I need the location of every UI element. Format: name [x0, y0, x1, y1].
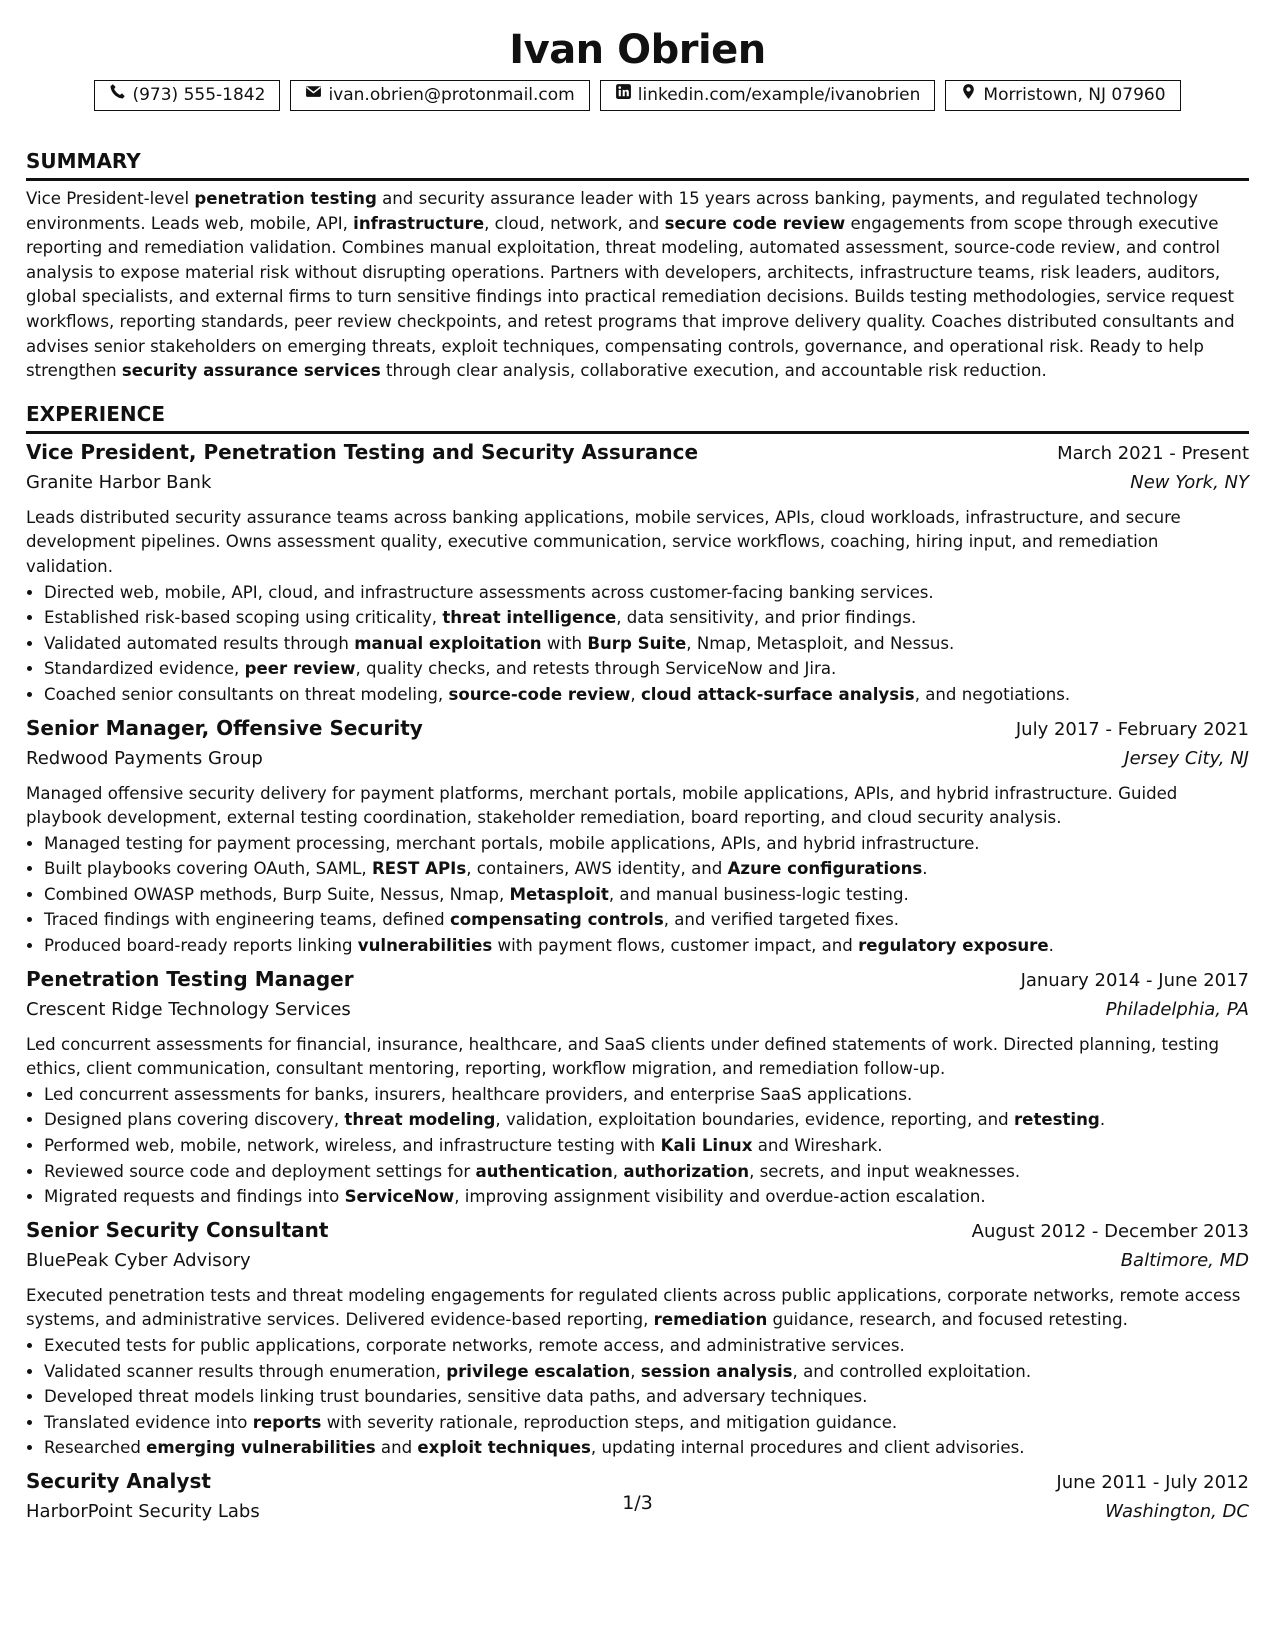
job-summary: Leads distributed security assurance teams across banking applications, mobile services, APIs, cloud workloads, infrastructure, and secure development pipelines. Owns assessment quality, executive communication, service workflows, coaching, hiring input, and remediation validation. — [26, 507, 1181, 576]
contact-email[interactable] — [290, 80, 589, 111]
contact-phone-text: (973) 555-1842 — [132, 85, 266, 105]
bullet-item: • Combined OWASP methods, Burp Suite, Nessus, Nmap, Metasploit, and manual business-logic testing. — [44, 882, 1249, 908]
experience-list — [26, 440, 1249, 1531]
contact-location-text: Morristown, NJ 07960 — [983, 85, 1166, 105]
job-dates: January 2014 - June 2017 — [1020, 969, 1249, 991]
bullet-item: • Built playbooks covering OAuth, SAML, REST APIs, containers, AWS identity, and Azure configurations. — [44, 856, 1249, 882]
job-company: BluePeak Cyber Advisory — [26, 1249, 251, 1271]
job-entry — [26, 967, 1249, 1210]
bullet-item: • Validated automated results through manual exploitation with Burp Suite, Nmap, Metasploit, and Nessus. — [44, 631, 1249, 657]
job-entry — [26, 716, 1249, 959]
bullet-item: • Designed plans covering discovery, threat modeling, validation, exploitation boundaries, evidence, reporting, and retesting. — [44, 1107, 1249, 1133]
job-company: HarborPoint Security Labs — [26, 1500, 260, 1522]
bullet-item: • Produced board-ready reports linking vulnerabilities with payment flows, customer impact, and regulatory exposure. — [44, 933, 1249, 959]
bullet-item: • Established risk-based scoping using criticality, threat intelligence, data sensitivity, and prior findings. — [44, 605, 1249, 631]
job-entry — [26, 440, 1249, 708]
job-title: Vice President, Penetration Testing and Security Assurance — [26, 439, 699, 464]
bullet-item: • Validated scanner results through enumeration, privilege escalation, session analysis, and controlled exploitation. — [44, 1359, 1249, 1385]
bullet-item: • Managed testing for payment processing, merchant portals, mobile applications, APIs, and hybrid infrastructure. — [44, 831, 1249, 857]
job-bullets — [26, 831, 1249, 959]
bullet-item: • Performed web, mobile, network, wireless, and infrastructure testing with Kali Linux and Wireshark. — [44, 1133, 1249, 1159]
job-location: Baltimore, MD — [1120, 1249, 1249, 1271]
job-entry — [26, 1218, 1249, 1461]
bullet-item: • Translated evidence into reports with severity rationale, reproduction steps, and mitigation guidance. — [44, 1410, 1249, 1436]
job-company: Redwood Payments Group — [26, 747, 263, 769]
contact-location — [945, 80, 1180, 111]
job-bullets — [26, 1082, 1249, 1210]
experience-heading: EXPERIENCE — [26, 401, 165, 426]
bullet-item: • Directed web, mobile, API, cloud, and infrastructure assessments across customer-facing banking services. — [44, 580, 1249, 606]
bullet-item: • Executed tests for public applications, corporate networks, remote access, and administrative services. — [44, 1333, 1249, 1359]
envelope-icon — [305, 81, 322, 110]
job-title: Security Analyst — [26, 1468, 211, 1493]
resume-page — [26, 0, 1249, 1539]
job-dates: June 2011 - July 2012 — [1056, 1471, 1249, 1493]
job-title: Penetration Testing Manager — [26, 966, 354, 991]
linkedin-icon — [615, 81, 632, 110]
experience-divider — [26, 431, 1249, 434]
job-dates: August 2012 - December 2013 — [971, 1220, 1249, 1242]
contact-linkedin[interactable] — [600, 80, 936, 111]
job-summary: Executed penetration tests and threat modeling engagements for regulated clients across public applications, corporate networks, remote access systems, and administrative services. Delivered evidence-based reporting, remediation guidance, research, and focused retesting. — [26, 1285, 1241, 1330]
job-location: New York, NY — [1130, 471, 1249, 493]
bullet-item: • Led concurrent assessments for banks, insurers, healthcare providers, and enterprise SaaS applications. — [44, 1082, 1249, 1108]
bullet-item: • Researched emerging vulnerabilities and exploit techniques, updating internal procedures and client advisories. — [44, 1435, 1249, 1461]
job-location: Philadelphia, PA — [1105, 998, 1249, 1020]
bullet-item: • Reviewed source code and deployment settings for authentication, authorization, secrets, and input weaknesses. — [44, 1159, 1249, 1185]
summary-paragraph: Vice President-level penetration testing and security assurance leader with 15 years across banking, payments, and regulated technology environments. Leads web, mobile, API, infrastructure, cloud, network, and secure code review engagements from scope through executive reporting and remediation validation. Combines manual exploitation, threat modeling, automated assessment, source-code review, and control analysis to expose material risk without disrupting operations. Partners with developers, architects, infrastructure teams, risk leaders, auditors, global specialists, and external firms to turn sensitive findings into practical remediation decisions. Builds testing methodologies, service request workflows, reporting standards, peer review checkpoints, and retest programs that improve delivery quality. Coaches distributed consultants and advises senior stakeholders on emerging threats, exploit techniques, compensating controls, governance, and operational risk. Ready to help strengthen security assurance services through clear analysis, collaborative execution, and accountable risk reduction. — [26, 189, 1235, 381]
job-title: Senior Security Consultant — [26, 1217, 329, 1242]
job-company: Crescent Ridge Technology Services — [26, 998, 351, 1020]
map-pin-icon — [960, 81, 977, 110]
contact-phone[interactable] — [94, 80, 280, 111]
summary-heading: SUMMARY — [26, 149, 141, 173]
job-title: Senior Manager, Offensive Security — [26, 715, 423, 740]
candidate-name: Ivan Obrien — [509, 27, 766, 73]
bullet-item: • Migrated requests and findings into ServiceNow, improving assignment visibility and overdue-action escalation. — [44, 1184, 1249, 1210]
job-summary: Managed offensive security delivery for payment platforms, merchant portals, mobile applications, APIs, and hybrid infrastructure. Guided playbook development, external testing coordination, stakeholder remediation, board reporting, and cloud security analysis. — [26, 783, 1178, 828]
job-dates: March 2021 - Present — [1057, 442, 1249, 464]
job-dates: July 2017 - February 2021 — [1015, 718, 1249, 740]
bullet-item: • Standardized evidence, peer review, quality checks, and retests through ServiceNow and Jira. — [44, 656, 1249, 682]
page-number: 1/3 — [622, 1492, 653, 1514]
phone-icon — [109, 81, 126, 110]
bullet-item: • Traced findings with engineering teams, defined compensating controls, and verified targeted fixes. — [44, 907, 1249, 933]
job-summary: Led concurrent assessments for financial, insurance, healthcare, and SaaS clients under defined statements of work. Directed planning, testing ethics, client communication, consultant mentoring, reporting, workflow migration, and remediation follow-up. — [26, 1034, 1220, 1079]
job-bullets — [26, 580, 1249, 708]
contact-linkedin-text: linkedin.com/example/ivanobrien — [637, 85, 921, 105]
bullet-item: • Coached senior consultants on threat modeling, source-code review, cloud attack-surface analysis, and negotiations. — [44, 682, 1249, 708]
job-location: Jersey City, NJ — [1124, 747, 1249, 769]
job-bullets — [26, 1333, 1249, 1461]
contact-bar — [26, 80, 1249, 111]
job-location: Washington, DC — [1105, 1500, 1249, 1522]
contact-email-text: ivan.obrien@protonmail.com — [328, 85, 575, 105]
job-company: Granite Harbor Bank — [26, 471, 212, 493]
bullet-item: • Developed threat models linking trust boundaries, sensitive data paths, and adversary techniques. — [44, 1384, 1249, 1410]
summary-divider — [26, 178, 1249, 181]
